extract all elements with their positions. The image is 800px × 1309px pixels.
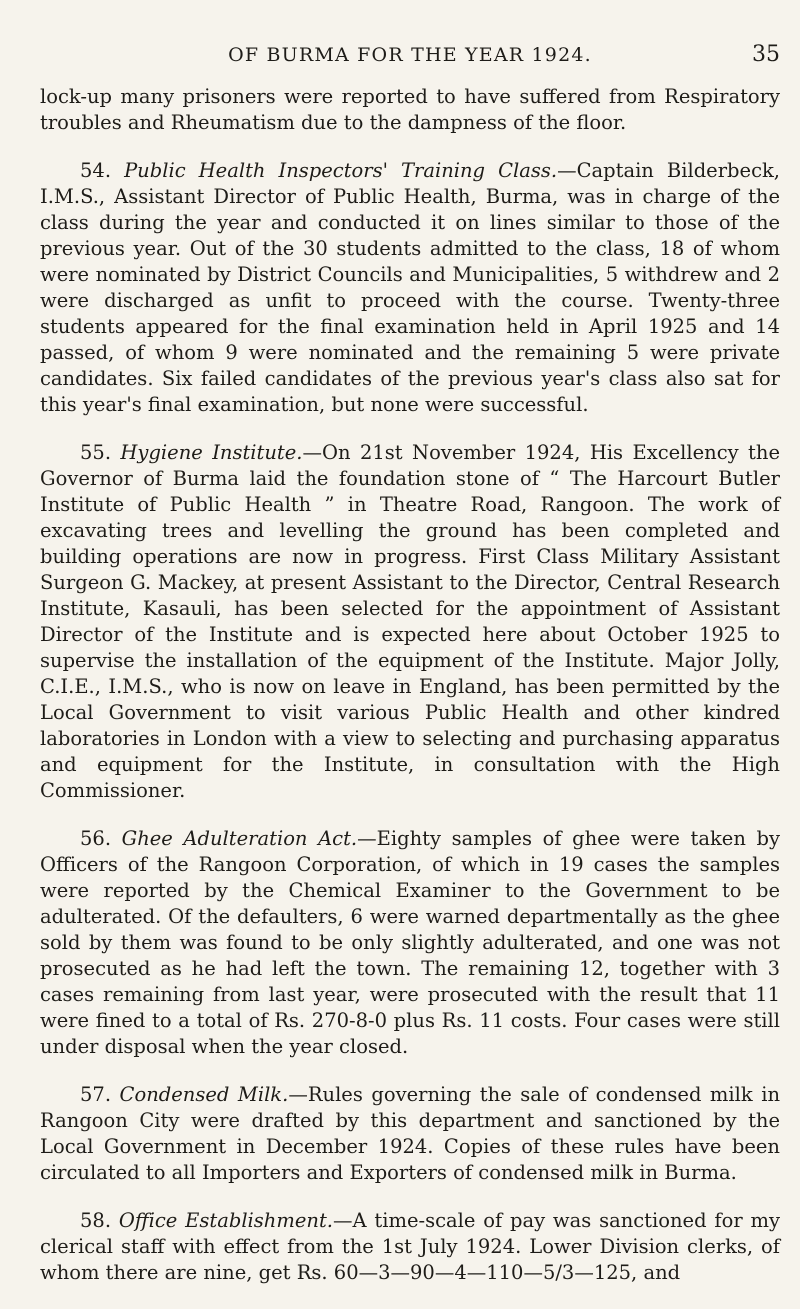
paragraph-text: —A time-scale of pay was sanctioned for my clerical staff with effect from the 1st July 1924. Lower Division clerks, of whom there are nine, get Rs. 60—3—90—4—110—5/3—125, and [40, 1209, 780, 1284]
paragraph-heading: Condensed Milk. [119, 1083, 289, 1106]
paragraph-number: 54. [80, 159, 112, 182]
paragraph-heading: Public Health Inspectors' Training Class. [124, 159, 558, 182]
paragraph-number: 56. [80, 827, 112, 850]
running-header [40, 36, 780, 72]
page-number: 35 [752, 42, 780, 67]
paragraph-continuation [40, 84, 780, 136]
paragraph-heading: Ghee Adulteration Act. [121, 827, 358, 850]
paragraph-text: —Captain Bilderbeck, I.M.S., Assistant Director of Public Health, Burma, was in charge of the class during the year and conducted it on lines similar to those of the previous year. Out of the 30 students admitted to the class, 18 of whom were nominated by District Councils and Municipalities, 5 withdrew and 2 were discharged as unfit to proceed with the course. Twenty-three students appeared for the final examination held in April 1925 and 14 passed, of whom 9 were nominated and the remaining 5 were private candidates. Six failed candidates of the previous year's class also sat for this year's final examination, but none were successful. [40, 159, 781, 416]
header-title: OF BURMA FOR THE YEAR 1924. [228, 44, 592, 66]
paragraph-55 [40, 440, 780, 804]
body-text [40, 84, 780, 1308]
paragraph-heading: Office Establishment. [118, 1209, 333, 1232]
paragraph-57 [40, 1082, 780, 1186]
paragraph-number: 55. [80, 441, 112, 464]
paragraph-text: lock-up many prisoners were reported to have suffered from Respiratory troubles and Rheumatism due to the dampness of the floor. [40, 85, 780, 134]
paragraph-54 [40, 158, 780, 418]
paragraph-number: 58. [80, 1209, 112, 1232]
paragraph-58 [40, 1208, 780, 1286]
paragraph-number: 57. [80, 1083, 112, 1106]
paragraph-56 [40, 826, 780, 1060]
paragraph-text: —On 21st November 1924, His Excellency the Governor of Burma laid the foundation stone of “ The Harcourt Butler Institute of Public Health ” in Theatre Road, Rangoon. The work of excavating trees and levelling the ground has been completed and building operations are now in progress. First Class Military Assistant Surgeon G. Mackey, at present Assistant to the Director, Central Research Institute, Kasauli, has been selected for the appointment of Assistant Director of the Institute and is expected here about October 1925 to supervise the installation of the equipment of the Institute. Major Jolly, C.I.E., I.M.S., who is now on leave in England, has been permitted by the Local Government to visit various Public Health and other kindred laboratories in London with a view to selecting and purchasing apparatus and equipment for the Institute, in consultation with the High Commissioner. [40, 441, 780, 802]
paragraph-text: —Eighty samples of ghee were taken by Officers of the Rangoon Corporation, of which in 19 cases the samples were reported by the Chemical Examiner to the Government to be adulterated. Of the defaulters, 6 were warned departmentally as the ghee sold by them was found to be only slightly adulterated, and one was not prosecuted as he had left the town. The remaining 12, together with 3 cases remaining from last year, were prosecuted with the result that 11 were fined to a total of Rs. 270-8-0 plus Rs. 11 costs. Four cases were still under disposal when the year closed. [40, 827, 780, 1058]
paragraph-text: —Rules governing the sale of condensed milk in Rangoon City were drafted by this department and sanctioned by the Local Government in December 1924. Copies of these rules have been circulated to all Importers and Exporters of condensed milk in Burma. [40, 1083, 781, 1184]
paragraph-heading: Hygiene Institute. [120, 441, 303, 464]
